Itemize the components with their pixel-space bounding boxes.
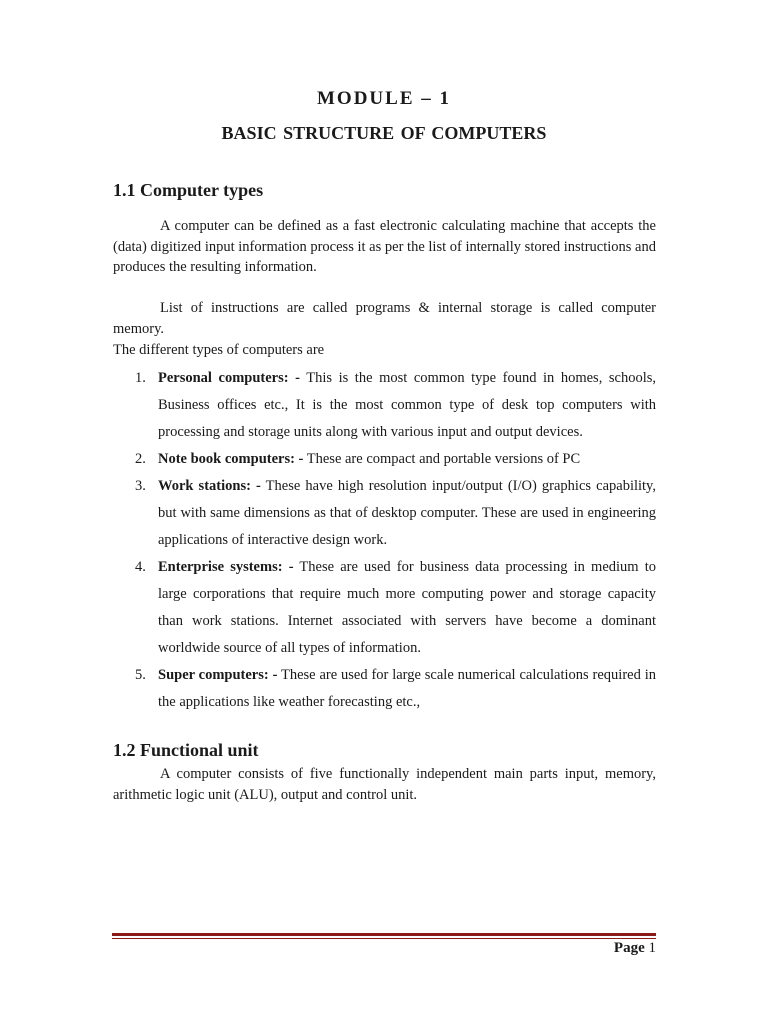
list-item-term: Enterprise systems: - — [158, 559, 294, 575]
types-intro-paragraph: The different types of computers are — [113, 342, 325, 358]
list-item-number: 3. — [135, 478, 146, 494]
computer-types-list — [113, 365, 656, 716]
programs-paragraph: List of instructions are called programs & internal storage is called computer memory. — [113, 300, 656, 337]
footer-rule — [112, 933, 656, 936]
list-item-number: 5. — [135, 667, 146, 683]
footer-rule-thin — [112, 938, 656, 939]
document-title: BASIC STRUCTURE OF COMPUTERS — [221, 123, 547, 143]
section-heading-computer-types: 1.1 Computer types — [113, 180, 264, 200]
list-item — [113, 365, 656, 446]
list-item-text: These are compact and portable versions of PC — [303, 451, 581, 467]
list-item-term: Note book computers: - — [158, 451, 304, 467]
list-item — [113, 554, 656, 662]
list-item-text: This is the most common type found in homes, schools, Business offices etc., It is the most common type of desk top computers with processing and storage units along with various input and output devices. — [158, 370, 657, 440]
list-item-term: Super computers: - — [158, 667, 278, 683]
page-footer — [560, 940, 656, 957]
list-item-text: These are used for large scale numerical calculations required in the applications like weather forecasting etc., — [158, 667, 656, 710]
list-item-number: 2. — [135, 451, 146, 467]
module-title: MODULE – 1 — [317, 88, 451, 109]
list-item-number: 1. — [135, 370, 146, 386]
functional-unit-paragraph: A computer consists of five functionally independent main parts input, memory, arithmetic logic unit (ALU), output and control unit. — [113, 766, 656, 803]
list-item — [113, 473, 656, 554]
page-number: 1 — [648, 940, 656, 956]
list-item-term: Work stations: - — [158, 478, 261, 494]
list-item-text: These are used for business data processing in medium to large corporations that require much more computing power and storage capacity than work stations. Internet associated with servers have become a dominant worldwide source of all types of information. — [158, 559, 656, 656]
page-label: Page — [613, 940, 645, 956]
definition-paragraph: A computer can be defined as a fast electronic calculating machine that accepts the (data) digitized input information process it as per the list of internally stored instructions and produces the resulting information. — [113, 218, 656, 275]
list-item — [113, 662, 656, 716]
list-item-number: 4. — [135, 559, 146, 575]
section-heading-functional-unit: 1.2 Functional unit — [113, 740, 259, 760]
list-item-term: Personal computers: - — [158, 370, 300, 386]
list-item-text: These have high resolution input/output (I/O) graphics capability, but with same dimensions as that of desktop computer. These are used in engineering applications of interactive design work. — [158, 478, 656, 548]
list-item — [113, 446, 656, 473]
